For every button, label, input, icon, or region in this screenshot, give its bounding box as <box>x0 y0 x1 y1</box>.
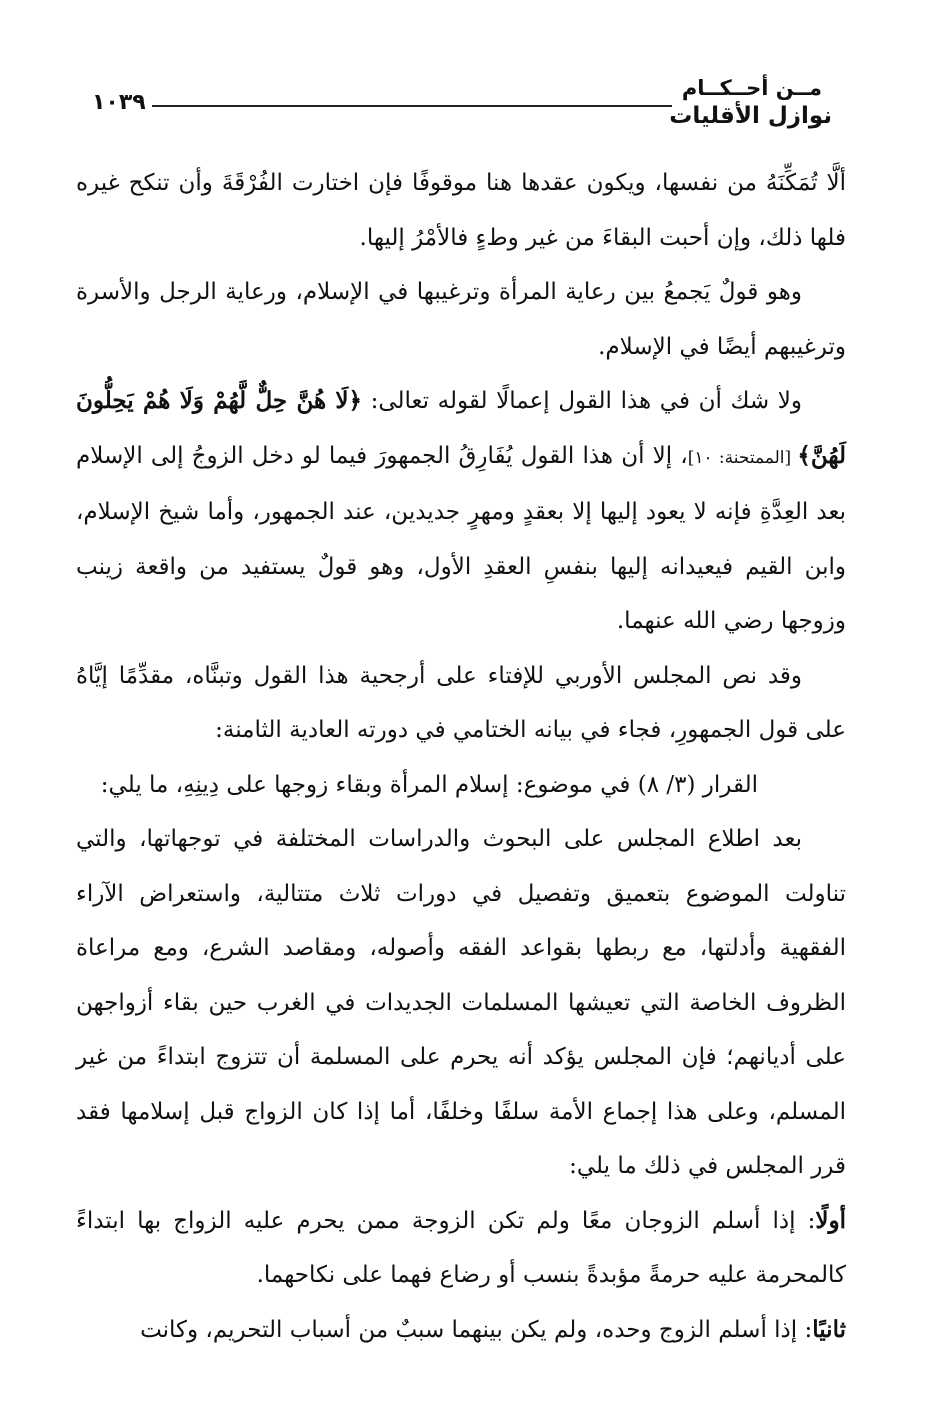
paragraph-3-intro: ولا شك أن في هذا القول إعمالًا لقوله تعالى: <box>362 388 802 414</box>
paragraph-3-rest: ، إلا أن هذا القول يُفَارِقُ الجمهورَ فيما لو دخل الزوجُ إلى الإسلام بعد العِدَّةِ فإنه لا يعود إليها إلا بعقدٍ ومهرٍ جديدين، عند الجمهور، وأما شيخ الإسلام، وابن القيم فيعيدانه إليها بنفسِ العقدِ الأول، وهو قولٌ يستفيد من واقعة زينب وزوجها رضي الله عنهما. <box>76 442 846 634</box>
page-body <box>76 156 846 1357</box>
quran-verse: ﴿لَا هُنَّ حِلٌّ لَّهُمْ وَلَا هُمْ يَحِلُّونَ لَهُنَّ﴾ <box>76 387 847 469</box>
paragraph-7-text: : إذا أسلم الزوجان معًا ولم تكن الزوجة ممن يحرم عليه الزواج بها ابتداءً كالمحرمة عليه حرمةً مؤبدةً بنسب أو رضاع فهما على نكاحهما. <box>76 1207 846 1288</box>
running-title-line1: مــن أحــكــام <box>681 76 822 100</box>
verse-reference: [الممتحنة: ١٠] <box>687 447 798 468</box>
running-title <box>669 74 832 130</box>
paragraph-8-text: : إذا أسلم الزوج وحده، ولم يكن بينهما سببٌ من أسباب التحريم، وكانت <box>140 1316 813 1343</box>
paragraph-4: وقد نص المجلس الأوربي للإفتاء على أرجحية هذا القول وتبنَّاه، مقدِّمًا إيَّاهُ على قول الجمهورِ، فجاء في بيانه الختامي في دورته العادية الثامنة: <box>76 662 846 743</box>
paragraph-3 <box>76 374 846 649</box>
header-rule <box>152 105 672 107</box>
paragraph-1: ألَّا تُمَكِّنَهُ من نفسها، ويكون عقدها هنا موقوفًا فإن اختارت الفُرْقَةَ وأن تنكح غيره فلها ذلك، وإن أحبت البقاءَ من غير وطءٍ فالأمْرُ إليها. <box>76 170 846 251</box>
paragraph-7-lead: أولًا <box>815 1206 846 1234</box>
running-title-line2: نوازل الأقليات <box>669 103 832 129</box>
paragraph-7 <box>76 1194 846 1303</box>
paragraph-8 <box>76 1303 846 1358</box>
paragraph-5: القرار (٣/ ٨) في موضوع: إسلام المرأة وبقاء زوجها على دِينِهِ، ما يلي: <box>100 771 758 798</box>
paragraph-8-lead: ثانيًا <box>812 1315 846 1343</box>
paragraph-6: بعد اطلاع المجلس على البحوث والدراسات المختلفة في توجهاتها، والتي تناولت الموضوع بتعميق وتفصيل في دورات ثلاث متتالية، واستعراض الآراء الفقهية وأدلتها، مع ربطها بقواعد الفقه وأصوله، ومقاصد الشرع، ومع مراعاة الظروف الخاصة التي تعيشها المسلمات الجديدات في الغرب حين بقاء أزواجهن على أديانهم؛ فإن المجلس يؤكد أنه يحرم على المسلمة أن تتزوج ابتداءً من غير المسلم، وعلى هذا إجماع الأمة سلفًا وخلفًا، أما إذا كان الزواج قبل إسلامها فقد قرر المجلس في ذلك ما يلي: <box>76 826 846 1179</box>
page-header <box>92 74 832 134</box>
paragraph-2: وهو قولٌ يَجمعُ بين رعاية المرأة وترغيبها في الإسلام، ورعاية الرجل والأسرة وترغيبهم أيضًا في الإسلام. <box>76 279 846 360</box>
page-number: ١٠٣٩ <box>92 90 146 115</box>
